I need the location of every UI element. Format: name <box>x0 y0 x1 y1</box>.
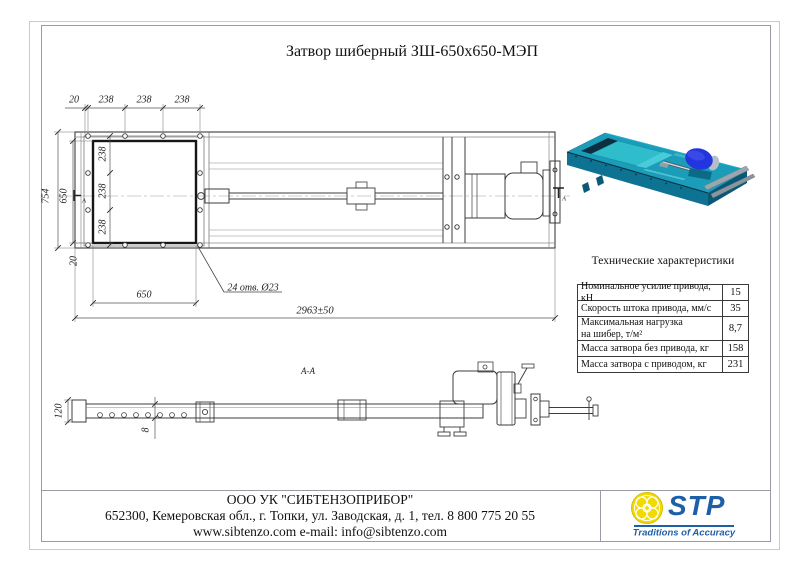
footer-company-name: ООО УК "СИБТЕНЗОПРИБОР" <box>226 492 414 507</box>
holes-note-label: 24 отв. Ø23 <box>227 282 279 294</box>
section-view-drawing <box>40 355 610 470</box>
dim-label: 20 <box>68 256 80 266</box>
spec-table <box>577 281 749 373</box>
dim-label: 754 <box>40 188 52 204</box>
table-row: Скорость штока привода, мм/с 35 <box>578 301 748 317</box>
spec-table-heading: Технические характеристики <box>591 255 735 267</box>
dim-label: 650 <box>58 188 70 204</box>
product-3d-render <box>552 110 772 210</box>
dim-label: 238 <box>136 94 152 106</box>
table-row: Масса затвора без привода, кг 158 <box>578 341 748 357</box>
dim-label: 238 <box>174 94 190 106</box>
page-title: Затвор шиберный ЗШ-650х650-МЭП <box>285 43 539 60</box>
section-view-label: А-А <box>301 366 315 376</box>
section-letter: А <box>82 197 86 205</box>
section-letter: А <box>562 195 566 203</box>
dim-label: 238 <box>97 219 109 235</box>
dim-label: 20 <box>69 94 79 106</box>
dim-label: 8 <box>140 427 152 433</box>
dim-label: 238 <box>98 94 114 106</box>
footer-address: 652300, Кемеровская обл., г. Топки, ул. Заводская, д. 1, тел. 8 800 775 20 55 <box>104 508 536 523</box>
logo-tagline: Traditions of Accuracy <box>632 527 736 539</box>
footer-divider-vertical <box>600 490 601 541</box>
table-row: Масса затвора с приводом, кг 231 <box>578 357 748 373</box>
table-row: Максимальная нагрузка на шибер, т/м² 8,7 <box>578 317 748 341</box>
stp-logo-text: STP <box>668 490 726 521</box>
dim-label: 238 <box>97 183 109 199</box>
dim-label: 650 <box>136 289 152 301</box>
dim-label: 120 <box>53 403 65 419</box>
dim-label: 238 <box>97 146 109 162</box>
plan-view-drawing <box>40 85 580 335</box>
footer-contacts: www.sibtenzo.com e-mail: info@sibtenzo.com <box>192 524 448 539</box>
overall-dim-label: 2963±50 <box>296 305 334 317</box>
table-row: Номинальное усилие привода, кН 15 <box>578 285 748 301</box>
